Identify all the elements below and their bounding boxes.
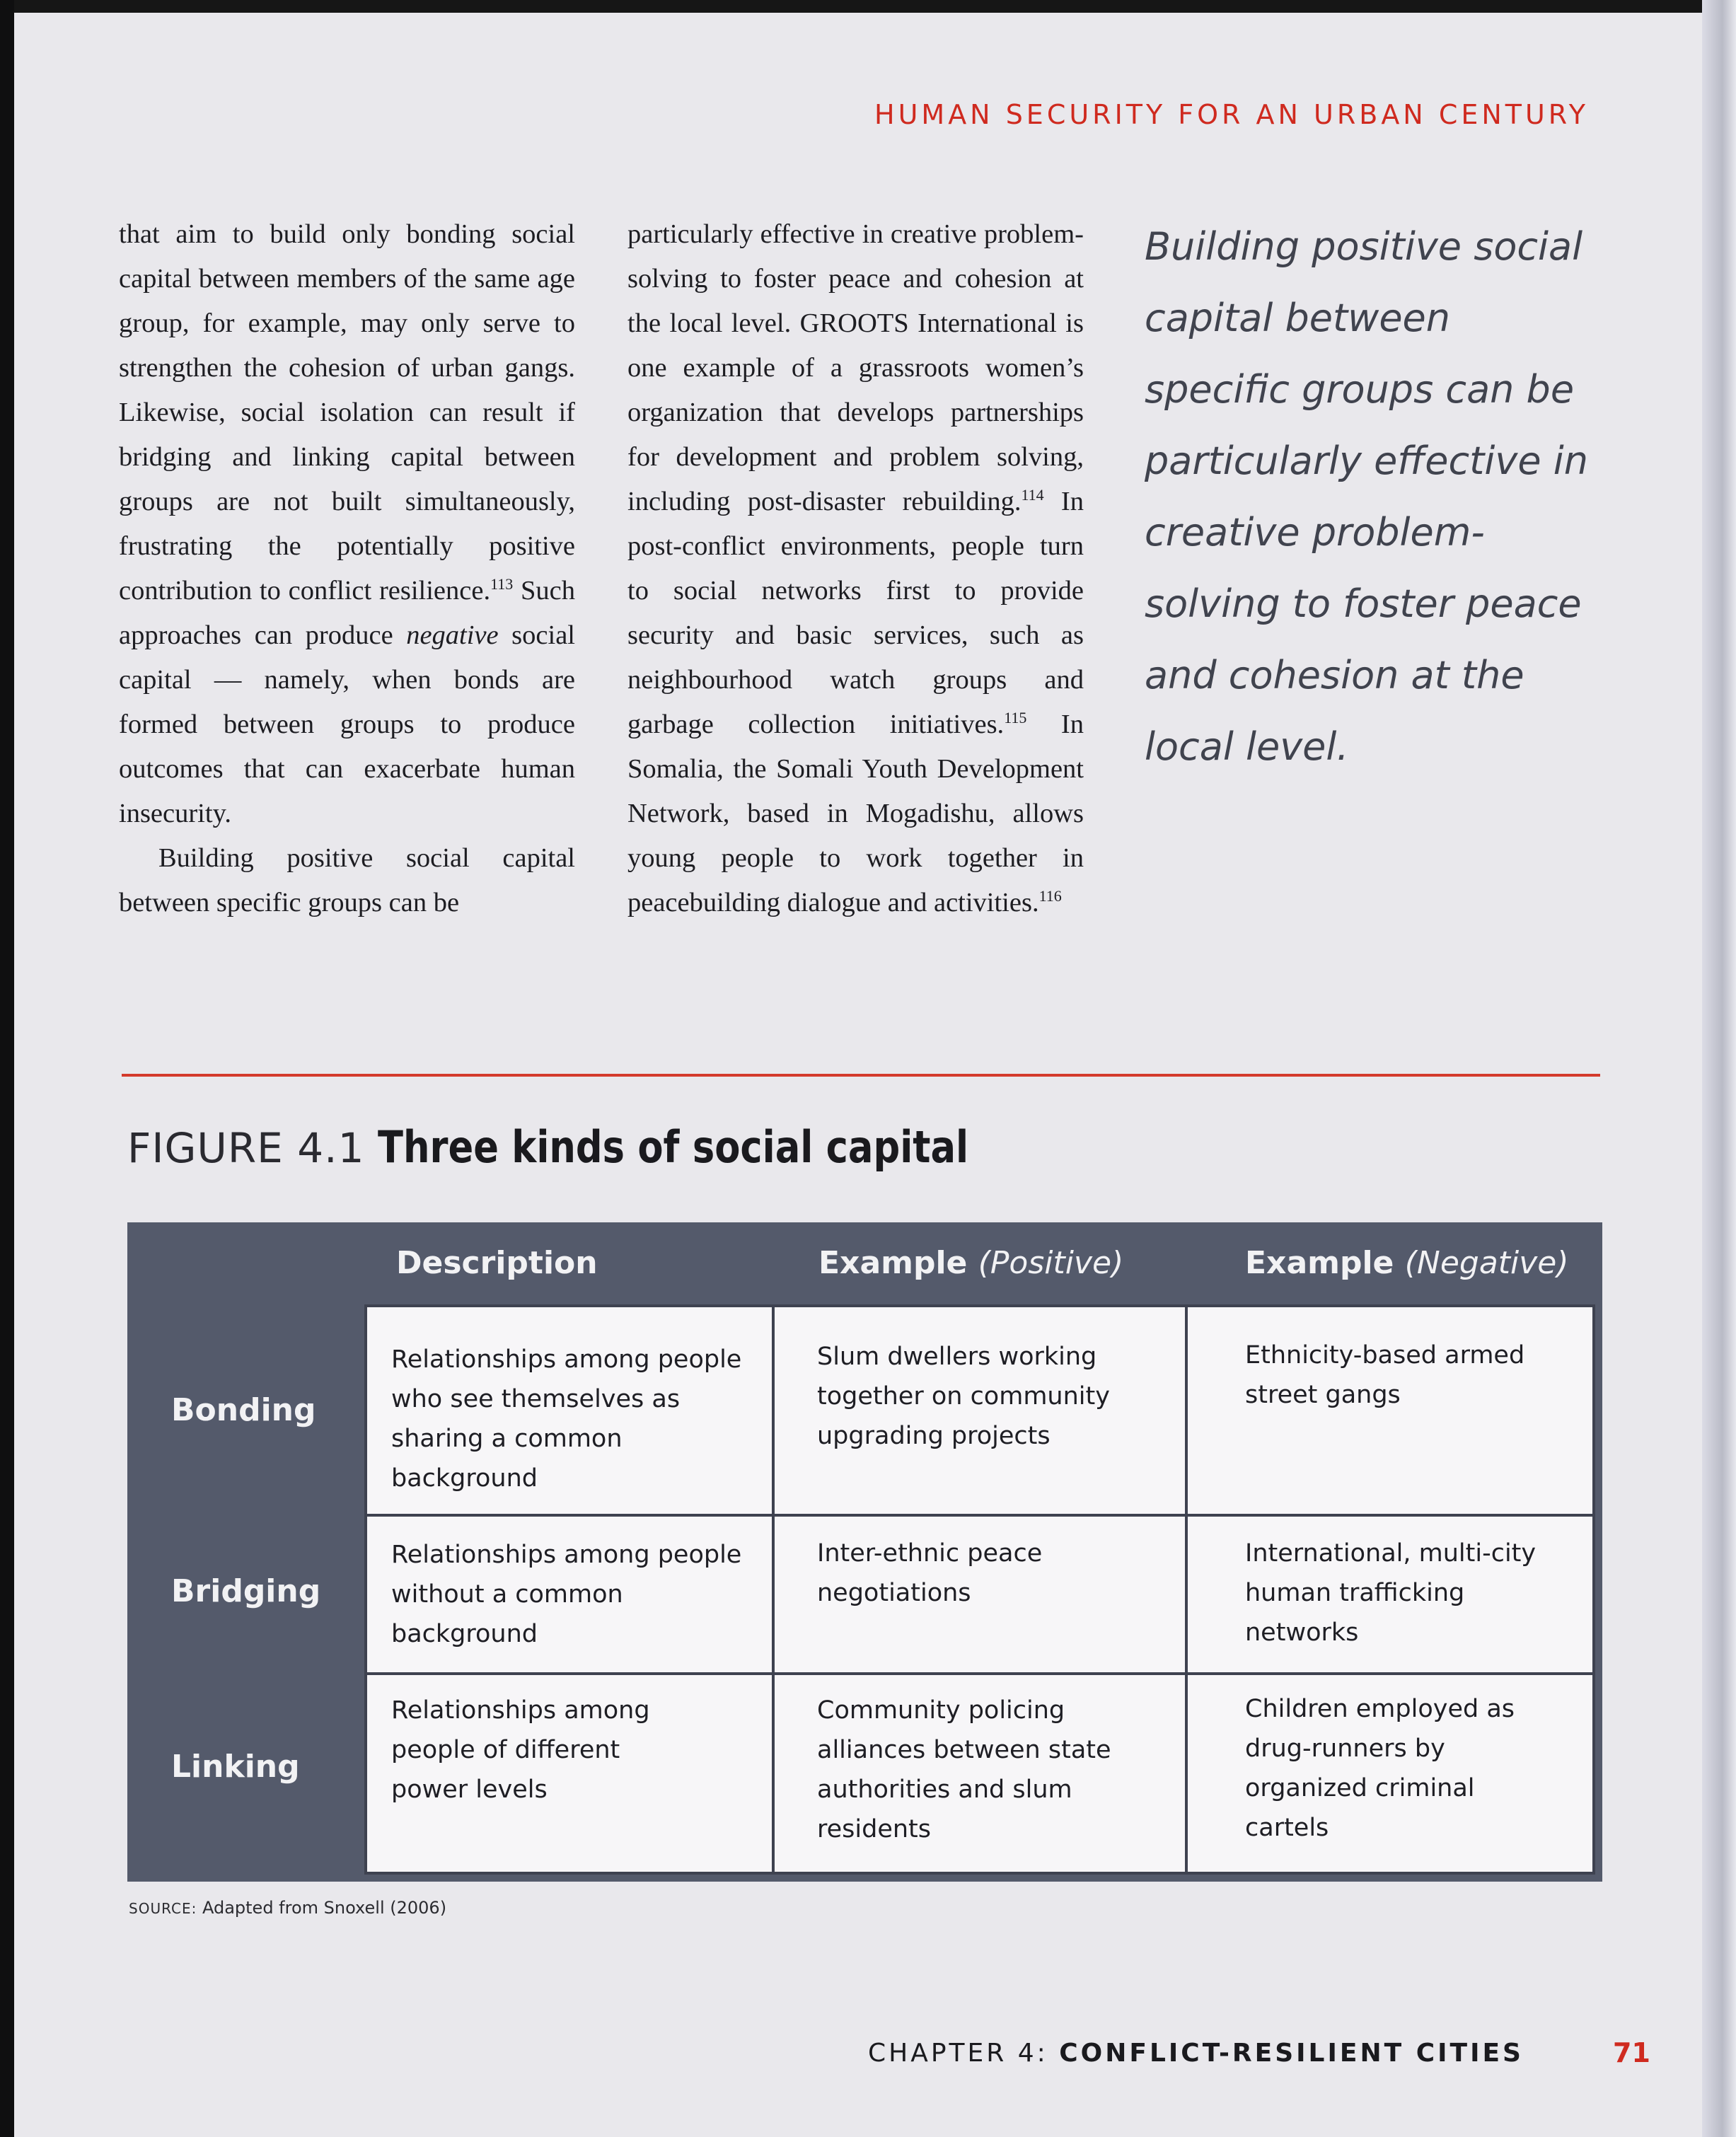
header-example-positive: Example (Positive) bbox=[818, 1245, 1124, 1281]
paragraph: Building positive social capital between specific groups can be bbox=[119, 843, 575, 917]
cell-linking-description: Relationships among people of different power levels bbox=[391, 1696, 650, 1804]
column-rule bbox=[772, 1304, 775, 1875]
cell-bridging-description: Relationships among people without a common background bbox=[391, 1541, 742, 1648]
column-rule bbox=[364, 1304, 367, 1875]
endnote-ref: 116 bbox=[1038, 887, 1062, 905]
paragraph: particularly effective in creative problem-solving to foster peace and cohesion at the local level. GROOTS International is one example of a grassroots women’s organization that develops partnerships for development and problem solving, including post-disaster rebuilding.$^{114}$ In post-conflict environments, people turn to social networks first to provide security and basic services, such as neighbourhood watch groups and garbage collection initiatives.$^{115}$ In Somalia, the Somali Youth Development Network, based in Mogadishu, allows young people to work together in peacebuilding dialogue and activities.$^{116}$ bbox=[627, 219, 1084, 917]
cell-bridging-positive: Inter-ethnic peace negotiations bbox=[817, 1539, 1043, 1607]
body-column-1 bbox=[119, 212, 575, 925]
endnote-ref: 114 bbox=[1021, 486, 1044, 504]
emphasis: negative bbox=[406, 620, 499, 650]
endnote-ref: 115 bbox=[1004, 709, 1027, 727]
cell-bonding-negative: Ethnicity-based armed street gangs bbox=[1245, 1341, 1525, 1409]
row-label-bridging: Bridging bbox=[171, 1573, 321, 1609]
cell-bonding-positive: Slum dwellers working together on community upgrading projects bbox=[817, 1343, 1110, 1450]
table-header bbox=[127, 1222, 1602, 1304]
cell-linking-negative: Children employed as drug-runners by organized criminal cartels bbox=[1245, 1695, 1515, 1842]
row-rule bbox=[364, 1304, 1595, 1307]
row-rule bbox=[364, 1672, 1595, 1675]
running-header: HUMAN SECURITY FOR AN URBAN CENTURY bbox=[874, 99, 1589, 130]
pull-quote: Building positive social capital between specific groups can be particularly effective in creative problem-solving to foster peace and cohesion at the local level. bbox=[1145, 224, 1588, 769]
cell-linking-positive: Community policing alliances between state authorities and slum residents bbox=[817, 1696, 1111, 1843]
paragraph: that aim to build only bonding social capital between members of the same age group, for example, may only serve to strengthen the cohesion of urban gangs. Likewise, social isolation can result if bridging and linking capital between groups are not built simultaneously, frustrating the potentially positive contribution to conflict resilience.$^{113}$ Such approaches can produce negative social capital — namely, when bonds are formed between groups to produce outcomes that can exacerbate human insecurity. bbox=[119, 219, 576, 828]
scan-page-edge bbox=[1702, 0, 1736, 2137]
scan-top-edge bbox=[0, 0, 1736, 13]
chapter-label: CHAPTER 4: bbox=[867, 2039, 1048, 2068]
row-label-linking: Linking bbox=[171, 1749, 300, 1785]
figure-source bbox=[129, 1898, 446, 1918]
row-label-bonding: Bonding bbox=[171, 1392, 316, 1428]
cell-bridging-negative: International, multi-city human trafficking networks bbox=[1245, 1539, 1537, 1647]
source-label: SOURCE: bbox=[129, 1900, 197, 1917]
social-capital-table bbox=[127, 1222, 1602, 1882]
figure-title bbox=[127, 1121, 1072, 1173]
row-rule bbox=[364, 1872, 1595, 1875]
header-description: Description bbox=[396, 1245, 598, 1281]
header-example-negative: Example (Negative) bbox=[1245, 1245, 1569, 1281]
cell-bonding-description: Relationships among people who see themselves as sharing a common background bbox=[391, 1345, 742, 1493]
section-divider bbox=[122, 1074, 1600, 1077]
chapter-title: CONFLICT-RESILIENT CITIES bbox=[1059, 2039, 1524, 2068]
figure-name: Three kinds of social capital bbox=[377, 1121, 968, 1173]
row-rule bbox=[364, 1514, 1595, 1517]
column-rule bbox=[1592, 1304, 1595, 1875]
running-footer bbox=[868, 2039, 1524, 2068]
figure-label: FIGURE 4.1 bbox=[127, 1124, 365, 1172]
table-body bbox=[364, 1304, 1595, 1875]
endnote-ref: 113 bbox=[490, 575, 514, 593]
scan-spine-shadow bbox=[0, 0, 14, 2137]
source-text: Adapted from Snoxell (2006) bbox=[202, 1898, 447, 1918]
page-number: 71 bbox=[1613, 2037, 1650, 2068]
body-column-2 bbox=[627, 212, 1084, 925]
column-rule bbox=[1185, 1304, 1188, 1875]
